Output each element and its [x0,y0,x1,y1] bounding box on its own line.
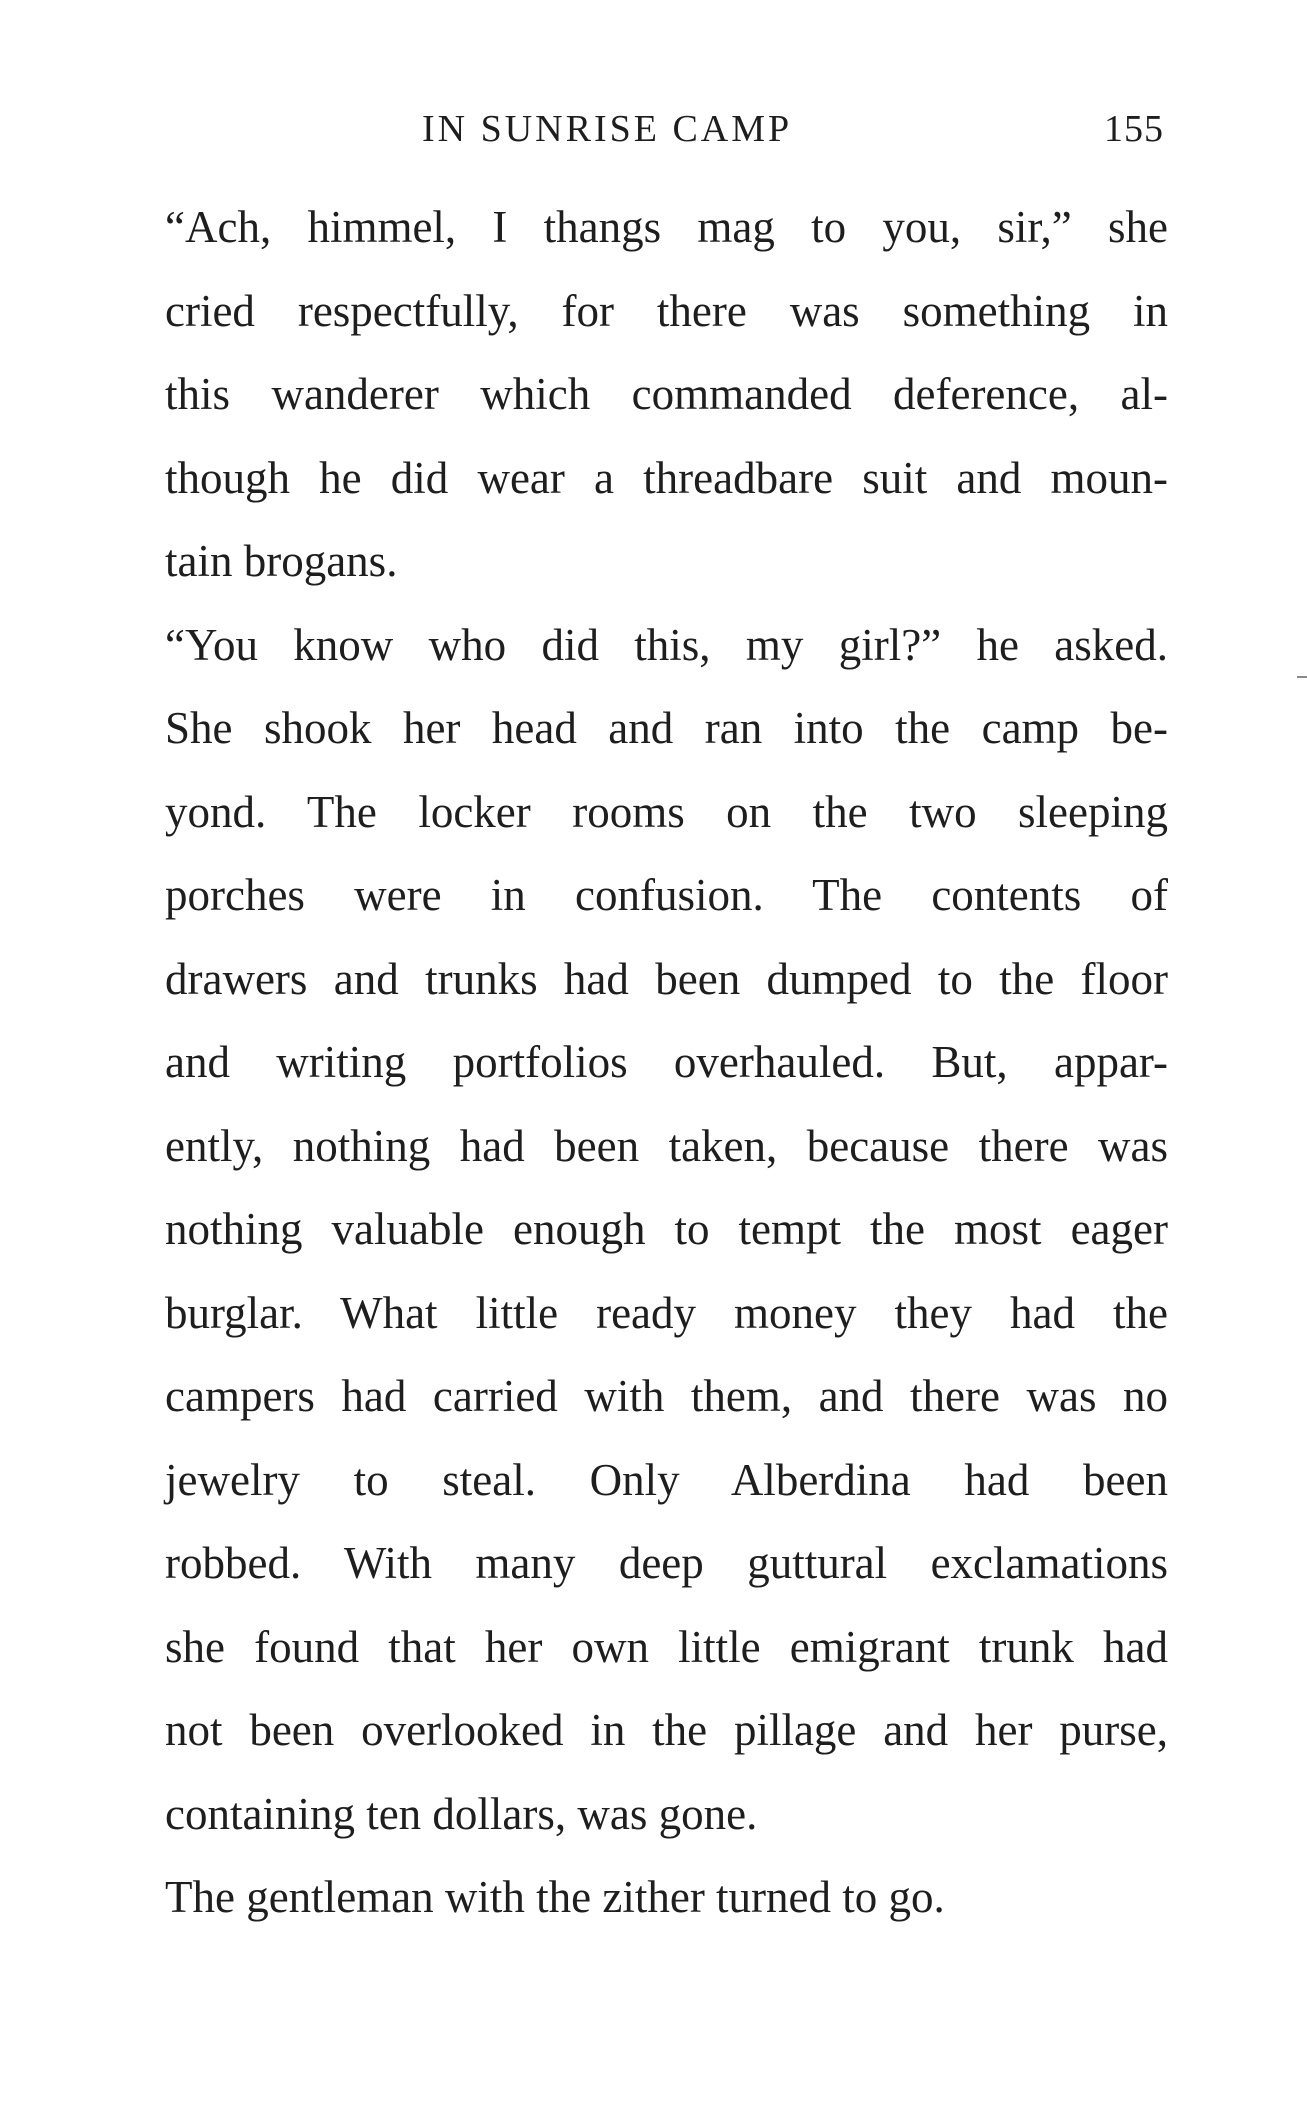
body-text [113,186,1168,1940]
paragraph [113,687,1168,1856]
text-line: and writing portfolios overhauled. But, appar- [165,1037,1168,1087]
text-line: she found that her own little emigrant trunk had [165,1621,1168,1672]
paragraph [113,604,1168,688]
running-head [0,104,1307,154]
text-line: The gentleman with the zither turned to go. [165,1872,945,1922]
text-line: campers had carried with them, and there was no [165,1371,1168,1421]
running-title: IN SUNRISE CAMP [422,108,793,150]
text-line: tain brogans. [165,536,398,586]
paragraph [113,1856,1168,1940]
text-line: “Ach, himmel, I thangs mag to you, sir,” she [165,202,1168,252]
paragraph [113,186,1168,604]
text-line: cried respectfully, for there was something in [165,285,1168,336]
text-line: drawers and trunks had been dumped to the floor [165,953,1168,1004]
text-line: ently, nothing had been taken, because there was [165,1120,1168,1171]
text-line: nothing valuable enough to tempt the most eager [165,1204,1168,1254]
text-line: porches were in confusion. The contents of [165,870,1168,920]
text-line: burglar. What little ready money they had the [165,1287,1168,1338]
text-line: not been overlooked in the pillage and her purse, [165,1705,1168,1755]
text-line: She shook her head and ran into the camp be- [165,703,1168,753]
text-line: this wanderer which commanded deference, al- [165,369,1168,419]
text-line: containing ten dollars, was gone. [165,1788,758,1839]
text-line: though he did wear a threadbare suit and moun- [165,452,1168,503]
margin-mark [1297,676,1307,678]
page-number: 155 [1104,108,1164,150]
text-line: robbed. With many deep guttural exclamations [165,1538,1168,1588]
text-line: yond. The locker rooms on the two sleeping [165,786,1168,837]
text-line: “You know who did this, my girl?” he asked. [165,619,1168,670]
text-line: jewelry to steal. Only Alberdina had been [165,1454,1168,1505]
